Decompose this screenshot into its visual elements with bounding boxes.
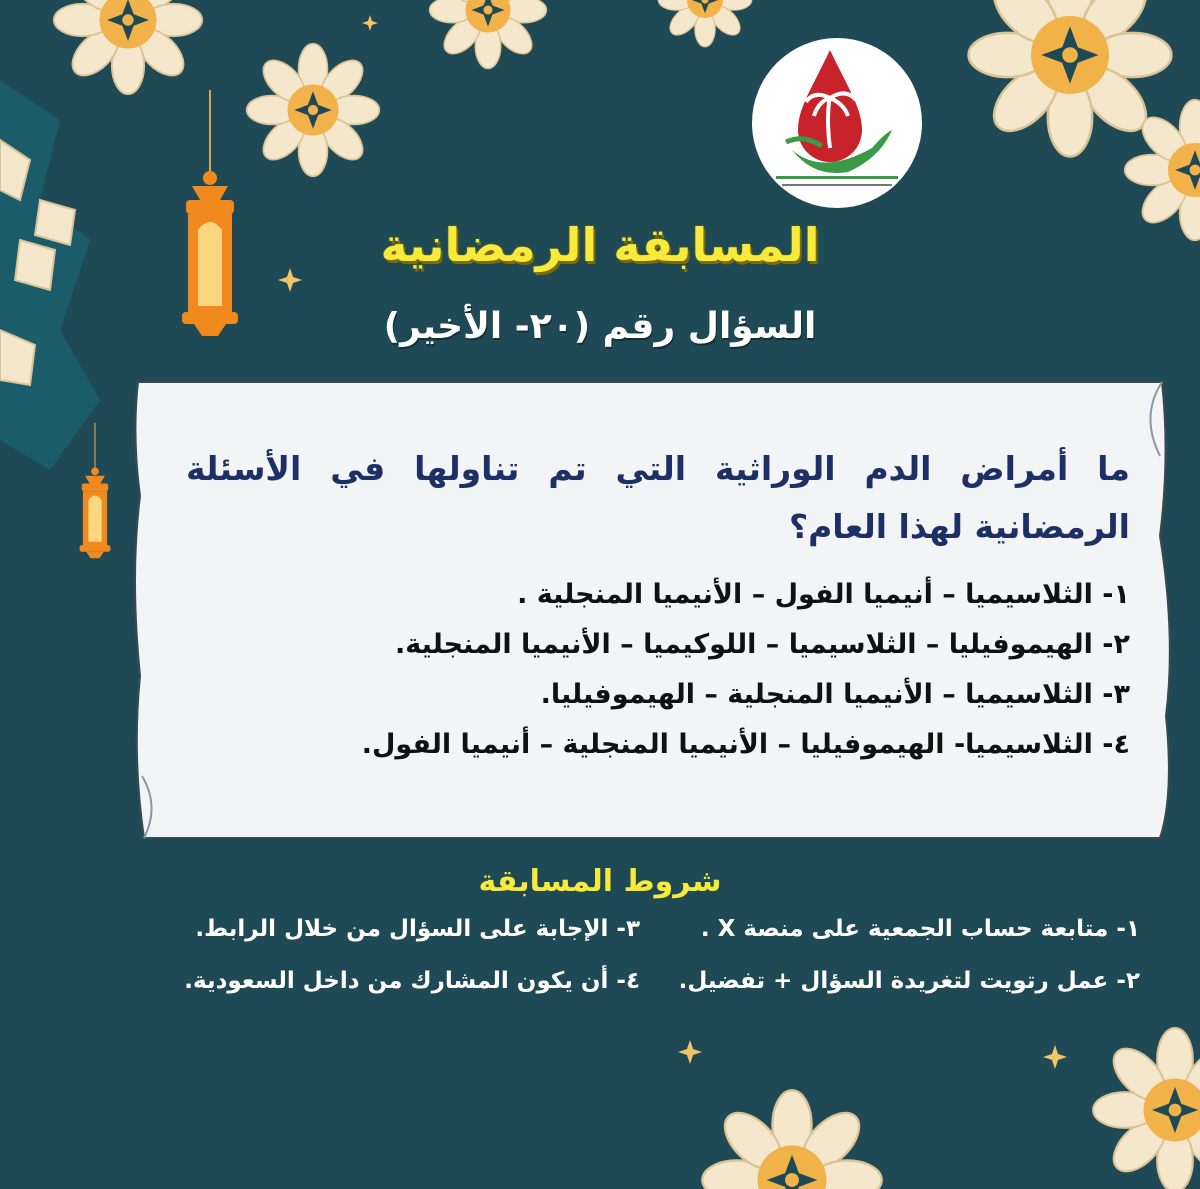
- condition-2: ٢- عمل رتويت لتغريدة السؤال + تفضيل.: [678, 968, 1140, 994]
- condition-1: ١- متابعة حساب الجمعية على منصة X .: [700, 916, 1140, 942]
- question-text: ما أمراض الدم الوراثية التي تم تناولها في الأسئلة الرمضانية لهذا العام؟: [186, 449, 1130, 546]
- option-4: ٤- الثلاسيميا- الهيموفيليا – الأنيميا المنجلية – أنيميا الفول.: [361, 729, 1130, 760]
- condition-3: ٣- الإجابة على السؤال من خلال الرابط.: [195, 916, 640, 942]
- answer-options: [186, 570, 1130, 770]
- question-number: السؤال رقم (٢٠- الأخير): [383, 306, 817, 347]
- page-title: المسابقة الرمضانية: [380, 218, 820, 272]
- logo: [752, 38, 922, 208]
- option-2: ٢- الهيموفيليا – الثلاسيميا – اللوكيميا – الأنيميا المنجلية.: [394, 629, 1130, 660]
- option-1: ١- الثلاسيميا – أنيميا الفول – الأنيميا المنجلية .: [517, 579, 1130, 610]
- conditions-row: [60, 916, 1140, 942]
- option-3: ٣- الثلاسيميا – الأنيميا المنجلية – الهيموفيليا.: [540, 679, 1130, 710]
- blood-drop-palm-icon: [752, 38, 922, 208]
- condition-4: ٤- أن يكون المشارك من داخل السعودية.: [184, 968, 640, 994]
- conditions-title: شروط المسابقة: [478, 864, 722, 899]
- conditions-row: [60, 968, 1140, 994]
